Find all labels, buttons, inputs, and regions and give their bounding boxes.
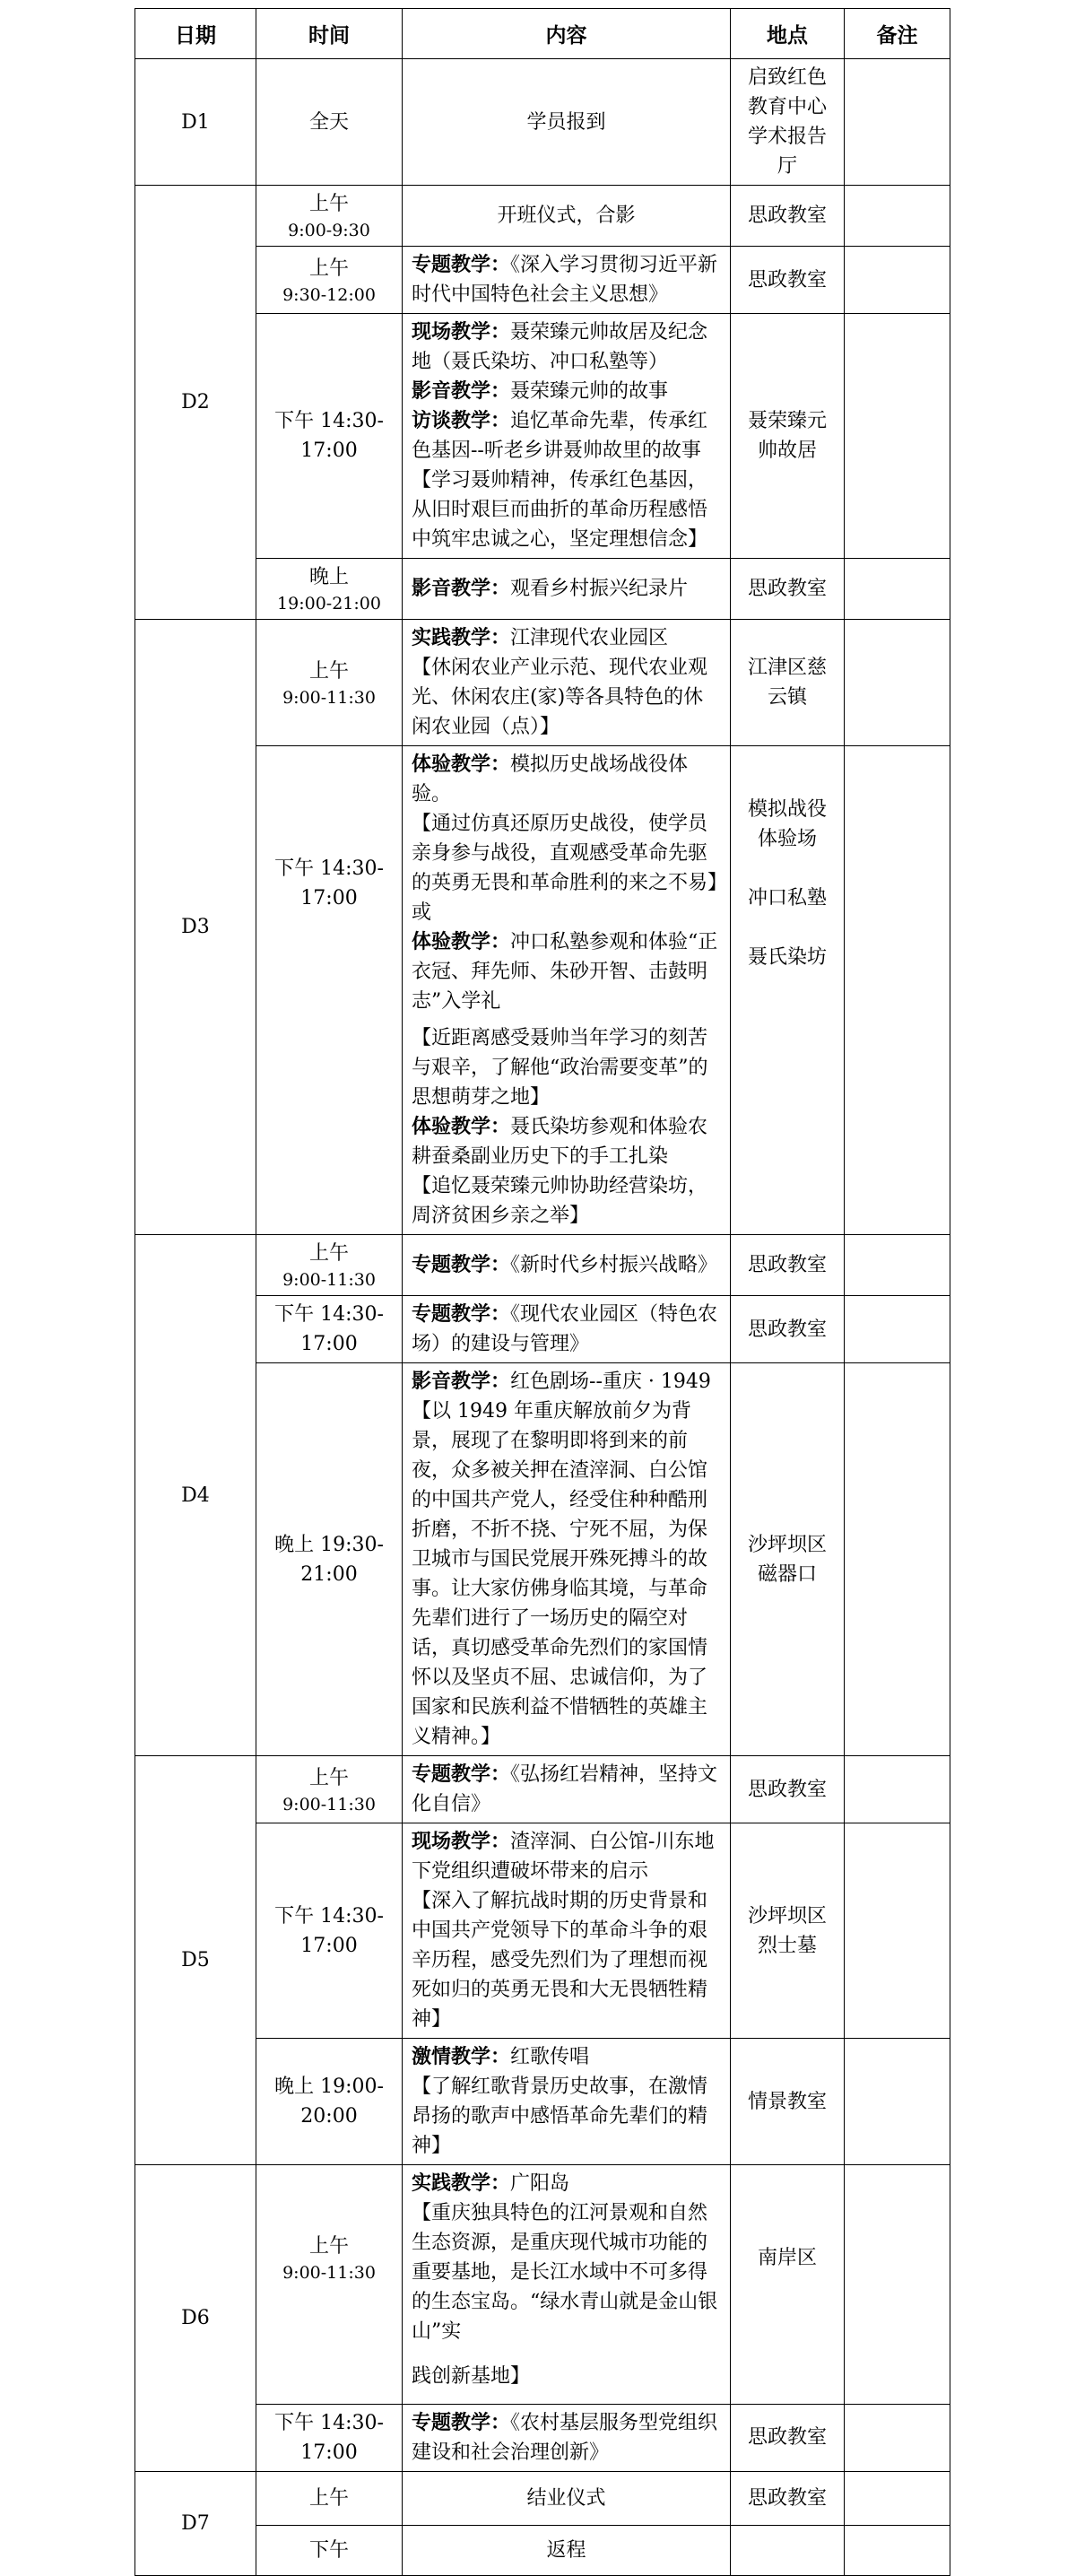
content-cell [403, 59, 731, 186]
location-cell: 思政教室 [731, 247, 845, 314]
notes-cell [845, 314, 950, 559]
schedule-row [135, 2525, 950, 2575]
content-cell [403, 2350, 731, 2404]
content-text: 模拟历史战场战役体验。 [412, 753, 689, 805]
content-line [412, 1023, 721, 1112]
schedule-row [135, 314, 950, 559]
time-cell [256, 247, 403, 314]
day-cell: D4 [135, 1235, 256, 1756]
schedule-row [135, 1363, 950, 1756]
content-line [412, 466, 721, 554]
header-content: 内容 [403, 9, 731, 59]
time-cell [256, 2165, 403, 2351]
content-line [412, 318, 721, 377]
day-cell: D7 [135, 2471, 256, 2575]
content-line [412, 898, 721, 927]
time-label: 下午 14:30-17:00 [274, 857, 384, 909]
schedule-row [135, 1823, 950, 2039]
content-line [412, 750, 721, 809]
content-cell [403, 1235, 731, 1296]
time-range: 9:00-9:30 [288, 221, 370, 240]
content-line [412, 623, 721, 653]
content-text: 【追忆聂荣臻元帅协助经营染坊，周济贫困乡亲之举】 [412, 1175, 708, 1227]
time-label: 下午 14:30-17:00 [274, 410, 384, 462]
time-range: 19:00-21:00 [277, 594, 381, 614]
time-cell [256, 2404, 403, 2471]
content-text: 结业仪式 [526, 2486, 606, 2510]
time-cell [256, 2525, 403, 2575]
time-label: 晚上 19:30-21:00 [274, 1533, 384, 1586]
content-cell [403, 1756, 731, 1823]
header-notes: 备注 [845, 9, 950, 59]
time-label: 上午 [308, 1766, 349, 1789]
time-label: 上午 [308, 1242, 349, 1265]
schedule-row [135, 620, 950, 746]
teaching-type: 体验教学： [412, 753, 511, 776]
schedule-row [135, 247, 950, 314]
notes-cell [845, 1756, 950, 1823]
day-cell: D3 [135, 620, 256, 1235]
content-line [412, 574, 721, 604]
content-text: 开班仪式，合影 [497, 205, 636, 227]
day-cell: D2 [135, 186, 256, 620]
content-line [412, 809, 728, 898]
content-line [412, 1367, 721, 1397]
content-cell [403, 620, 731, 746]
schedule-row [135, 1756, 950, 1823]
content-cell [403, 1823, 731, 2039]
content-text: 渣滓洞、白公馆-川东地下党组织遭破坏带来的启示 [412, 1831, 715, 1883]
content-line [412, 1112, 721, 1171]
content-line [412, 1250, 721, 1280]
teaching-type: 专题教学： [412, 253, 511, 276]
schedule-row [135, 2165, 950, 2351]
content-text: 红色剧场--重庆 · 1949 [510, 1371, 711, 1393]
header-date: 日期 [135, 9, 256, 59]
notes-cell [845, 2350, 950, 2404]
notes-cell [845, 247, 950, 314]
time-label: 全天 [308, 110, 349, 134]
location-cell: 思政教室 [731, 2471, 845, 2525]
location-cell: 思政教室 [731, 559, 845, 620]
time-cell [256, 314, 403, 559]
time-label: 上午 [308, 193, 349, 215]
teaching-type: 影音教学： [412, 577, 511, 600]
teaching-type: 专题教学： [412, 1253, 511, 1276]
time-cell [256, 2471, 403, 2525]
time-label: 上午 [308, 659, 349, 683]
schedule-row [135, 746, 950, 1021]
content-cell [403, 1363, 731, 1756]
content-line [412, 1760, 721, 1819]
teaching-type: 影音教学： [412, 1370, 511, 1393]
content-text: 践创新基地】 [412, 2365, 531, 2389]
notes-cell [845, 2404, 950, 2471]
schedule-row [135, 2404, 950, 2471]
content-line [412, 1886, 721, 2034]
content-text: 《现代农业园区（特色农场）的建设与管理》 [412, 1303, 718, 1355]
time-cell [256, 186, 403, 247]
location-cell [731, 1020, 845, 1235]
schedule-row [135, 186, 950, 247]
content-line [412, 2198, 721, 2346]
location-cell: 情景教室 [731, 2039, 845, 2165]
content-line [412, 1300, 721, 1359]
notes-cell [845, 1296, 950, 1363]
time-cell [256, 1823, 403, 2039]
day-cell: D1 [135, 59, 256, 186]
content-line [412, 201, 721, 231]
schedule-row [135, 559, 950, 620]
content-text: 【深入了解抗战时期的历史背景和中国共产党领导下的革命斗争的艰辛历程，感受先烈们为了理想而视死如归的英勇无畏和大无畏牺牲精神】 [412, 1890, 708, 2031]
time-cell [256, 2350, 403, 2404]
teaching-type: 访谈教学： [412, 409, 511, 432]
content-cell [403, 247, 731, 314]
content-line [412, 1171, 721, 1231]
content-text: 返程 [546, 2538, 586, 2562]
teaching-type: 专题教学： [412, 1762, 511, 1786]
location-cell: 江津区慈云镇 [731, 620, 845, 746]
content-line [412, 377, 721, 406]
content-text: 【重庆独具特色的江河景观和自然生态资源，是重庆现代城市功能的重要基地，是长江水域中不可多得的生态宝岛。“绿水青山就是金山银山”实 [412, 2202, 718, 2343]
day-cell: D5 [135, 1756, 256, 2165]
schedule-row [135, 1235, 950, 1296]
location-cell: 南岸区 [731, 2165, 845, 2351]
content-text: 聂氏染坊参观和体验农耕蚕桑副业历史下的手工扎染 [412, 1116, 708, 1168]
header-time: 时间 [256, 9, 403, 59]
location-cell: 沙坪坝区磁器口 [731, 1363, 845, 1756]
time-cell [256, 1363, 403, 1756]
content-text: 观看乡村振兴纪录片 [510, 578, 689, 600]
time-cell [256, 1756, 403, 1823]
content-cell [403, 2471, 731, 2525]
content-line [412, 1827, 721, 1886]
content-cell [403, 2525, 731, 2575]
content-cell [403, 746, 731, 1021]
teaching-type: 现场教学： [412, 320, 511, 344]
content-text: 《弘扬红岩精神，坚持文化自信》 [412, 1763, 718, 1815]
time-label: 下午 14:30-17:00 [274, 1904, 384, 1957]
location-cell: 沙坪坝区烈士墓 [731, 1823, 845, 2039]
content-line [412, 2484, 721, 2513]
time-range: 9:00-11:30 [282, 1794, 376, 1815]
notes-cell [845, 2039, 950, 2165]
header-row [135, 9, 950, 59]
schedule-row [135, 1020, 950, 1235]
schedule-body [135, 59, 950, 2576]
notes-cell [845, 186, 950, 247]
content-line [412, 2408, 721, 2467]
time-cell [256, 746, 403, 1021]
location-cell: 模拟战役体验场 冲口私塾 聂氏染坊 [731, 746, 845, 1021]
schedule-row [135, 2471, 950, 2525]
teaching-type: 体验教学： [412, 1115, 511, 1138]
content-line [412, 250, 721, 309]
time-label: 下午 [308, 2538, 349, 2562]
location-cell: 启致红色教育中心学术报告厅 [731, 59, 845, 186]
time-label: 晚上 [308, 566, 349, 588]
content-text: 追忆革命先辈，传承红色基因--听老乡讲聂帅故里的故事 [412, 410, 708, 462]
time-range: 9:00-11:30 [282, 687, 376, 708]
content-text: 《深入学习贯彻习近平新时代中国特色社会主义思想》 [412, 254, 718, 306]
content-line [412, 2169, 721, 2198]
location-cell: 思政教室 [731, 1756, 845, 1823]
notes-cell [845, 2525, 950, 2575]
content-line [412, 2072, 721, 2161]
time-range: 9:30-12:00 [282, 284, 376, 305]
content-line [412, 2042, 721, 2072]
content-text: 【了解红歌背景历史故事，在激情昂扬的歌声中感悟革命先辈们的精神】 [412, 2076, 708, 2157]
notes-cell [845, 559, 950, 620]
location-cell: 思政教室 [731, 186, 845, 247]
content-line [412, 2536, 721, 2565]
content-text: 聂荣臻元帅的故事 [510, 380, 669, 403]
content-text: 或 [412, 901, 432, 924]
content-line [412, 406, 721, 466]
notes-cell [845, 1235, 950, 1296]
content-text: 【学习聂帅精神，传承红色基因，从旧时艰巨而曲折的革命历程感悟中筑牢忠诚之心，坚定理想信念】 [412, 469, 708, 551]
time-cell [256, 1020, 403, 1235]
content-text: 【通过仿真还原历史战役，使学员亲身参与战役，直观感受革命先驱的英勇无畏和革命胜利的来之不易】 [412, 813, 728, 894]
content-text: 红歌传唱 [510, 2046, 590, 2068]
schedule-row [135, 2350, 950, 2404]
time-cell [256, 2039, 403, 2165]
time-cell [256, 620, 403, 746]
content-text: 广阳岛 [510, 2172, 570, 2195]
time-label: 下午 14:30-17:00 [274, 2411, 384, 2464]
location-cell: 思政教室 [731, 1235, 845, 1296]
content-line [412, 2362, 721, 2391]
notes-cell [845, 746, 950, 1021]
notes-cell [845, 59, 950, 186]
notes-cell [845, 2471, 950, 2525]
content-cell [403, 1020, 731, 1235]
header-location: 地点 [731, 9, 845, 59]
notes-cell [845, 2165, 950, 2351]
time-label: 上午 [308, 2234, 349, 2258]
time-cell [256, 59, 403, 186]
content-text: 学员报到 [526, 110, 606, 134]
teaching-type: 专题教学： [412, 1302, 511, 1326]
notes-cell [845, 1020, 950, 1235]
teaching-type: 实践教学： [412, 626, 511, 649]
time-cell [256, 1296, 403, 1363]
time-cell [256, 559, 403, 620]
content-cell [403, 1296, 731, 1363]
content-line [412, 108, 721, 137]
content-line [412, 927, 721, 1016]
content-text: 《新时代乡村振兴战略》 [510, 1254, 718, 1276]
location-cell: 聂荣臻元帅故居 [731, 314, 845, 559]
content-cell [403, 2404, 731, 2471]
content-line [412, 1397, 721, 1752]
content-text: 冲口私塾参观和体验“正衣冠、拜先师、朱砂开智、击鼓明志”入学礼 [412, 931, 718, 1013]
teaching-type: 现场教学： [412, 1830, 511, 1853]
teaching-type: 专题教学： [412, 2410, 511, 2434]
day-cell: D6 [135, 2165, 256, 2472]
notes-cell [845, 1823, 950, 2039]
schedule-row [135, 2039, 950, 2165]
content-text: 【以 1949 年重庆解放前夕为背景，展现了在黎明即将到来的前夜，众多被关押在渣滓洞、白公馆的中国共产党人，经受住种种酷刑折磨，不折不挠、宁死不屈，为保卫城市与国民党展开殊死搏斗的故事。让大家仿佛身临其境，与革命先辈们进行了一场历史的隔空对话，真切感受革命先烈们的家国情怀以及坚贞不屈、忠诚信仰，为了国家和民族利益不惜牺牲的英雄主义精神。】 [412, 1400, 708, 1748]
schedule-row [135, 59, 950, 186]
content-cell [403, 314, 731, 559]
teaching-type: 实践教学： [412, 2171, 511, 2195]
time-range: 9:00-11:30 [282, 2262, 376, 2283]
time-label: 上午 [308, 2486, 349, 2510]
time-label: 下午 14:30-17:00 [274, 1303, 384, 1355]
content-cell [403, 2165, 731, 2351]
schedule-table [134, 8, 950, 2576]
notes-cell [845, 1363, 950, 1756]
content-text: 【休闲农业产业示范、现代农业观光、休闲农庄(家)等各具特色的休闲农业园（点）】 [412, 657, 708, 738]
teaching-type: 影音教学： [412, 379, 511, 403]
time-label: 晚上 19:00-20:00 [274, 2076, 384, 2128]
content-text: 江津现代农业园区 [510, 627, 669, 649]
teaching-type: 体验教学： [412, 930, 511, 953]
content-text: 【近距离感受聂帅当年学习的刻苦与艰辛，了解他“政治需要变革”的思想萌芽之地】 [412, 1027, 708, 1109]
notes-cell [845, 620, 950, 746]
content-text: 《农村基层服务型党组织建设和社会治理创新》 [412, 2411, 718, 2464]
content-text: 聂荣臻元帅故居及纪念地（聂氏染坊、冲口私塾等） [412, 321, 708, 373]
location-cell: 思政教室 [731, 2404, 845, 2471]
location-cell [731, 2350, 845, 2404]
content-cell [403, 186, 731, 247]
teaching-type: 激情教学： [412, 2045, 511, 2068]
time-cell [256, 1235, 403, 1296]
time-label: 上午 [308, 257, 349, 280]
location-cell [731, 2525, 845, 2575]
schedule-row [135, 1296, 950, 1363]
location-cell: 思政教室 [731, 1296, 845, 1363]
content-cell [403, 2039, 731, 2165]
content-line [412, 653, 721, 742]
time-range: 9:00-11:30 [282, 1270, 376, 1290]
content-cell [403, 559, 731, 620]
